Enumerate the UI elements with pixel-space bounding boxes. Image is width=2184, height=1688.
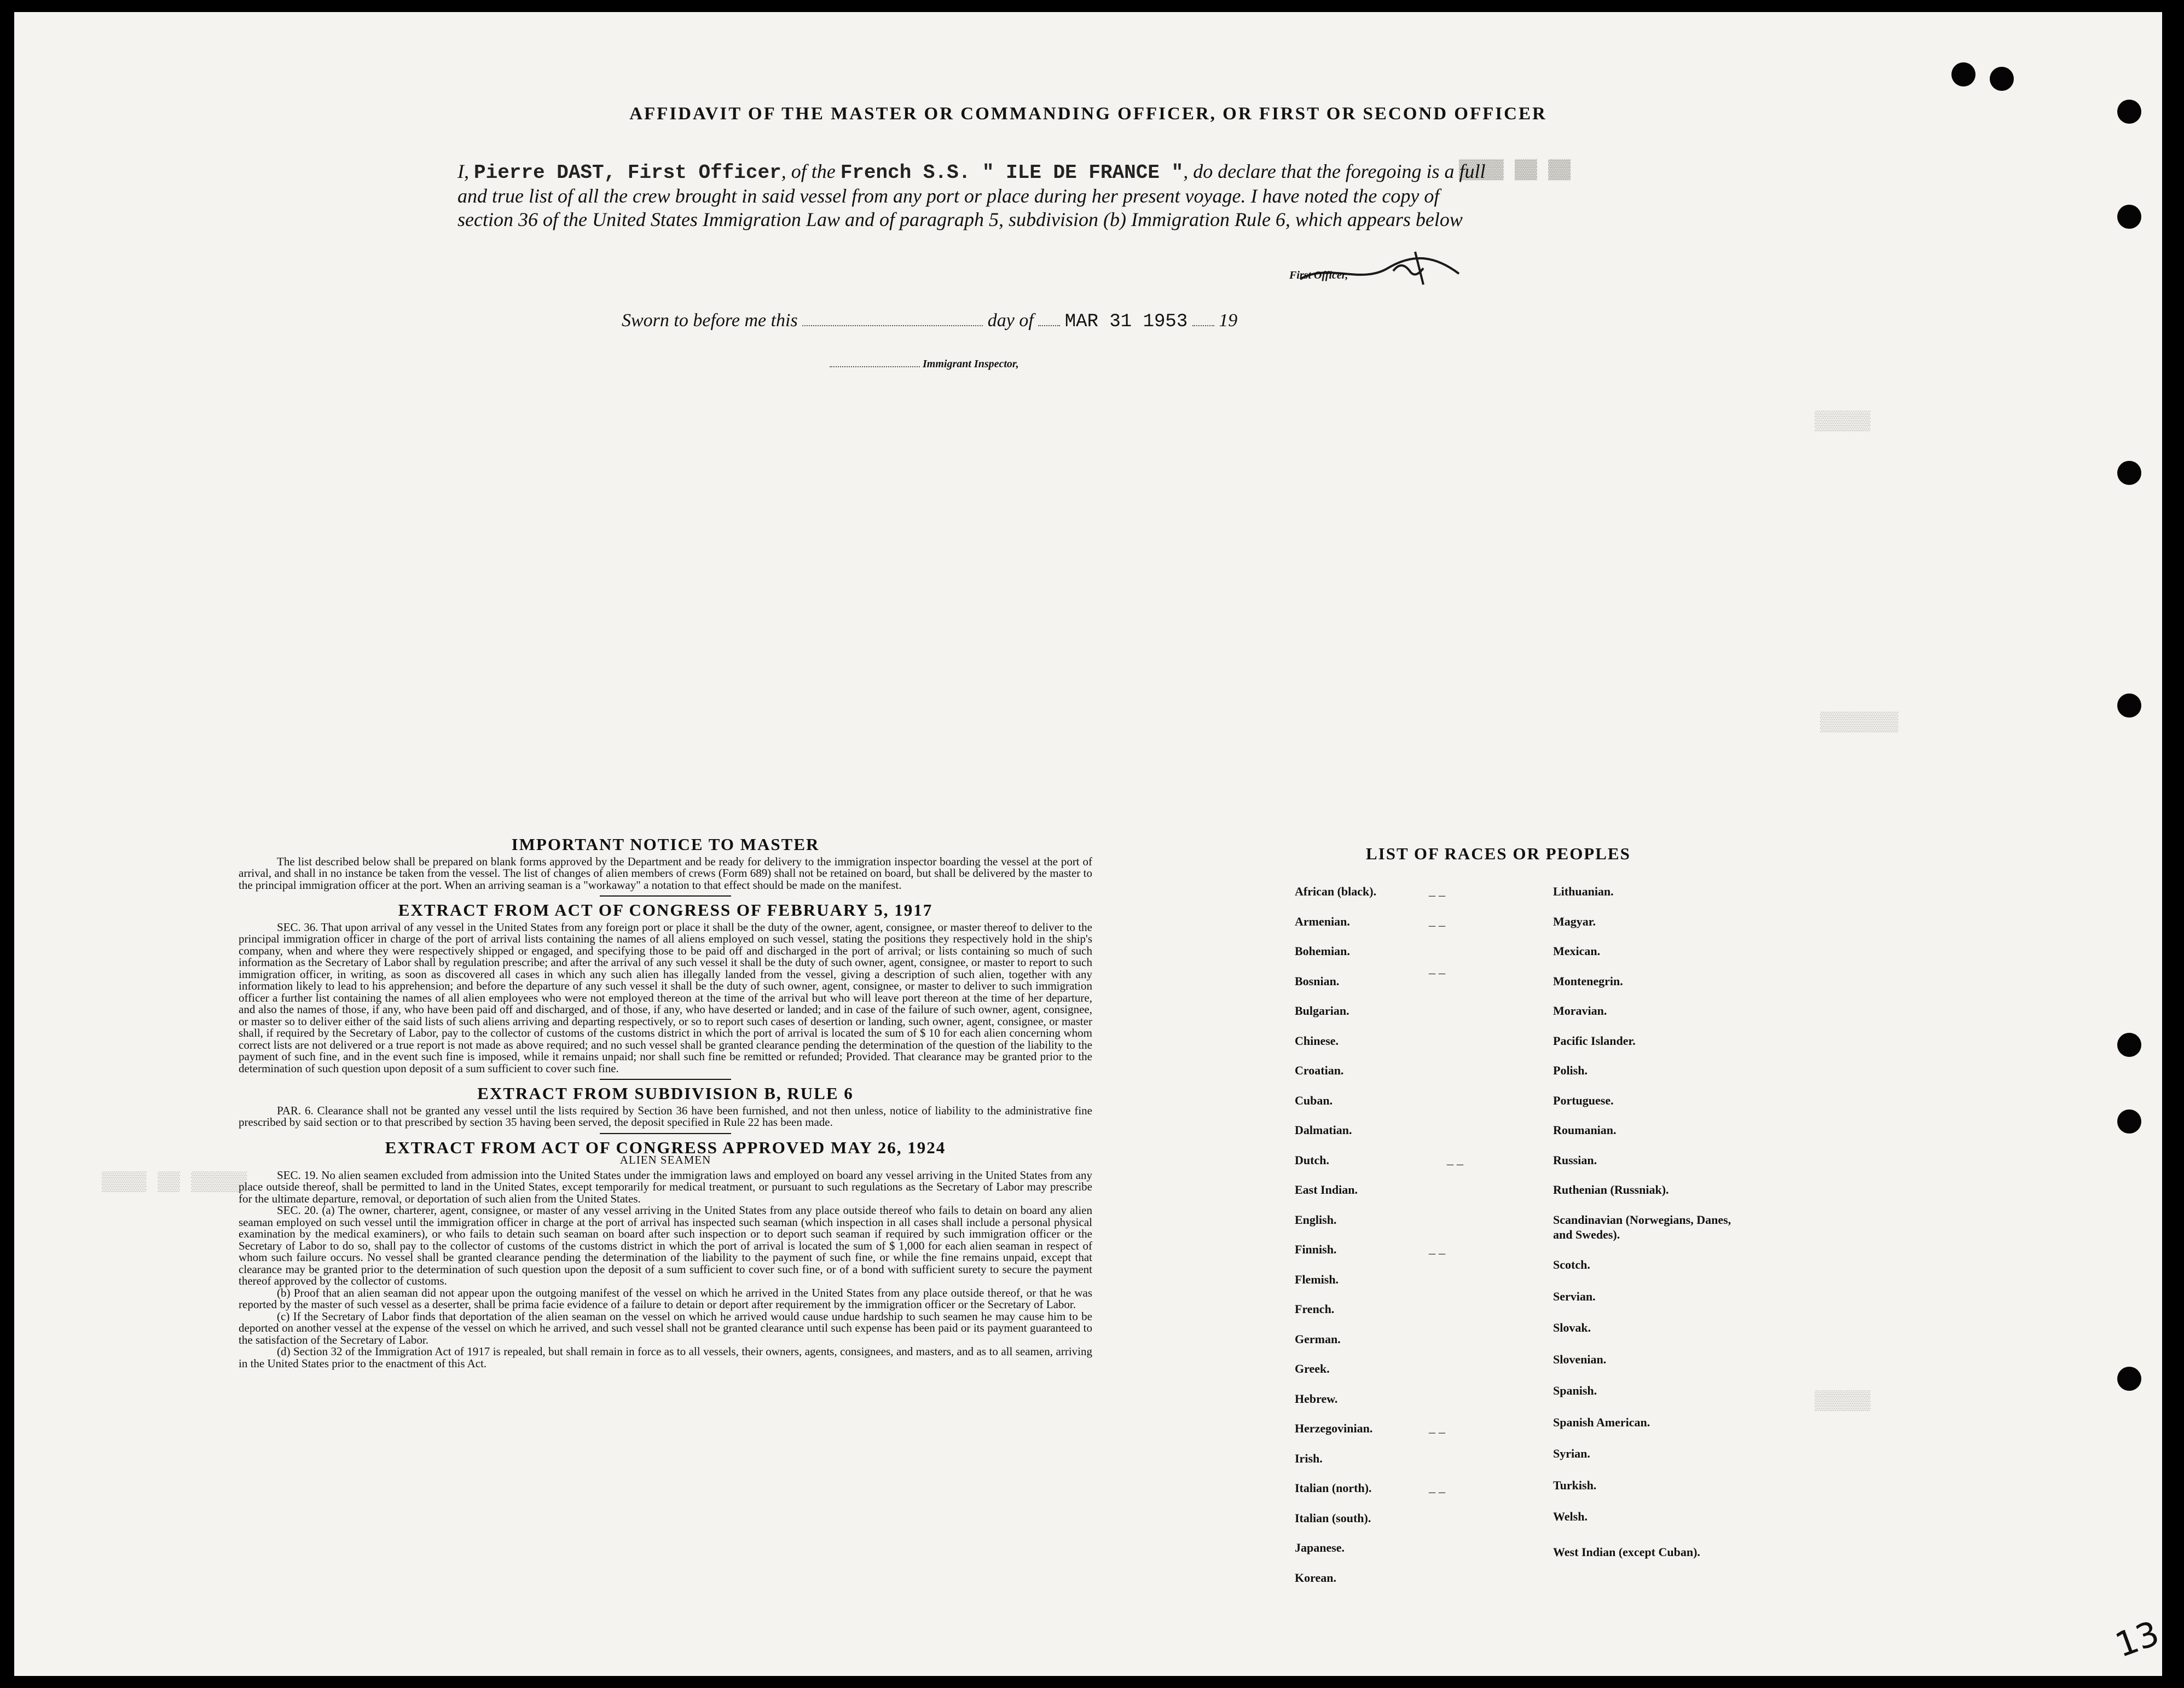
race-item: Lithuanian. — [1553, 885, 1614, 898]
punch-hole — [2117, 205, 2141, 229]
extract-1924-title: EXTRACT FROM ACT OF CONGRESS APPROVED MAY 26, 1924 — [385, 1137, 946, 1157]
inspector-line — [830, 358, 1019, 371]
race-item: Scotch. — [1553, 1258, 1590, 1271]
race-item: Scandinavian (Norwegians, Danes, and Swedes). — [1553, 1213, 1731, 1241]
race-item: Bulgarian. — [1295, 1004, 1349, 1018]
race-item: Mexican. — [1553, 944, 1601, 958]
race-item: Korean. — [1295, 1571, 1336, 1585]
vessel-name: French S.S. " ILE DE FRANCE " — [840, 161, 1184, 184]
race-item: Italian (south). — [1295, 1511, 1371, 1525]
race-item: Dutch. — [1295, 1153, 1329, 1167]
races-title: LIST OF RACES OR PEOPLES — [1366, 844, 1631, 863]
punch-hole — [1951, 62, 1976, 86]
punch-hole — [2117, 1033, 2141, 1057]
bleed-through-marks: ▒▒▒▒▒ — [1815, 1391, 1871, 1412]
punch-hole — [2117, 1367, 2141, 1391]
sec-19-paragraph: SEC. 19. No alien seamen excluded from admission into the United States under the immigration laws and employed on board any vessel arriving in the United States from any place outside thereof, shall be permitted to land in the United States, except temporarily for medical treatment, or pursuant to such regulations as the Secretary of Labor may prescribe for the ultimate departure, removal, or deportation of such alien from the United States. — [239, 1168, 1092, 1205]
race-item: Finnish. — [1295, 1242, 1337, 1256]
race-item: Armenian. — [1295, 915, 1350, 928]
inspector-blank — [830, 366, 920, 367]
notice-body: The list described below shall be prepared on blank forms approved by the Department and be ready for delivery to the immigration inspector boarding the vessel at the port of arrival, and shall in no instance be taken from the vessel. The list of changes of alien members of crews (Form 689) shall not be retained on board, but shall be delivered by the master to the principal immigration officer at the port. When an arriving seaman is a "workaway" a notation to that effect should be made on the manifest. — [239, 854, 1092, 892]
race-item: Ruthenian (Russniak). — [1553, 1183, 1669, 1196]
race-item: Herzegovinian. — [1295, 1421, 1373, 1435]
punch-hole — [2117, 461, 2141, 485]
race-item: Cuban. — [1295, 1094, 1333, 1107]
page-number: 13 — [2110, 1612, 2165, 1666]
race-item: Magyar. — [1553, 915, 1596, 928]
race-item: German. — [1295, 1332, 1341, 1346]
inspector-caption: Immigrant Inspector, — [923, 358, 1019, 370]
race-item: Italian (north). — [1295, 1481, 1372, 1495]
divider — [600, 895, 731, 897]
bleed-through-marks: ▒▒▒▒ ▒▒ ▒▒▒▒▒ — [102, 1172, 247, 1193]
race-item: Japanese. — [1295, 1541, 1345, 1554]
race-item: Croatian. — [1295, 1063, 1344, 1077]
sec-20a-paragraph: SEC. 20. (a) The owner, charterer, agent, consignee, or master of any vessel arriving in the United States from any place outside thereof who fails to detain on board any alien seaman employed on such vessel until the immigration officer in charge at the port of arrival has inspected such seaman (which inspection in all cases shall include a personal physical examination by the medical examiners), or who fails to detain such seaman on board after such inspection or to deport such seaman if required by such immigration officer or the Secretary of Labor to do so, shall pay to the collector of customs of the customs district in which the port of arrival is located the sum of $ 1,000 for each alien seaman in respect of whom such failure occurs. No vessel shall be granted clearance pending the determination of the liability to the payment of such fine, or while the fine remains unpaid, except that clearance may be granted prior to the determination of such question upon the deposit of a sum sufficient to cover such fine, or of a bond with sufficient surety to secure the payment thereof approved by the collector of customs. — [239, 1204, 1092, 1287]
notice-title: IMPORTANT NOTICE TO MASTER — [511, 835, 820, 854]
sec-20d-paragraph: (d) Section 32 of the Immigration Act of 1917 is repealed, but shall remain in force as to all vessels, their owners, agents, consignees, and masters, and as to all seamen, arriving in the United States prior to the enactment of this Act. — [239, 1345, 1092, 1370]
extract-1917-title: EXTRACT FROM ACT OF CONGRESS OF FEBRUARY 5, 1917 — [398, 900, 933, 920]
bleed-through-marks: ▒▒▒▒▒▒▒ — [1820, 713, 1898, 733]
day-blank — [802, 325, 983, 326]
race-item: Russian. — [1553, 1153, 1597, 1167]
race-item: Portuguese. — [1553, 1094, 1614, 1107]
declaration-of-the: , of the — [781, 160, 836, 182]
divider — [600, 1133, 731, 1134]
race-item: Spanish. — [1553, 1384, 1597, 1397]
legal-notice-column — [239, 835, 1092, 1370]
race-item: Welsh. — [1553, 1510, 1588, 1523]
race-item: Roumanian. — [1553, 1123, 1617, 1137]
year-prefix: 19 — [1219, 310, 1238, 331]
tally-mark: _ _ — [1447, 1153, 1463, 1167]
race-item: African (black). — [1295, 885, 1377, 898]
tally-mark: _ _ — [1429, 884, 1445, 898]
manifest-page — [14, 12, 2165, 1676]
race-item: West Indian (except Cuban). — [1553, 1545, 1700, 1559]
date-blank — [1192, 325, 1214, 326]
signature-caption: First Officer, — [1289, 269, 1348, 281]
race-item: Servian. — [1553, 1290, 1596, 1303]
race-item: Slovak. — [1553, 1321, 1591, 1334]
race-item: Hebrew. — [1295, 1392, 1338, 1406]
punch-hole — [1990, 67, 2014, 91]
date-blank — [1038, 325, 1060, 326]
extract-1917-body: SEC. 36. That upon arrival of any vessel in the United States from any foreign port or place it shall be the duty of the owner, agent, consignee, or master thereof to deliver to the principal immigration officer in charge of the port of arrival lists containing the names of all aliens employed on such vessel, stating the positions they respectively hold in the ship's company, when and where they were respectively shipped or engaged, and specifying those to be paid off and discharged in the port of arrival; or lists containing so much of such information as the Secretary of Labor shall by regulation prescribe; and after the arrival of any such vessel it shall be the duty of such owner, agent, consignee, or master to report to such immigration officer, in writing, as soon as discovered all cases in which any such alien has illegally landed from the vessel, giving a description of such alien, together with any information likely to lead to his apprehension; and before the departure of any such vessel it shall be the duty of such owner, agent, consignee, or master to deliver to such immigration officer a further list containing the names of all alien employees who were not employed thereon at the time of the arrival but who will leave port thereon at the time of her departure, and also the names of those, if any, who have been paid off and discharged, and of those, if any, who have deserted or landed; and in case of the failure of such owner, agent, consignee, or master so to deliver either of the said lists of such aliens arriving and departing respectively, or so to report such cases of desertion or landing, such owner, agent, consignee, or master shall, if required by the Secretary of Labor, pay to the collector of customs of the customs district in which the port of arrival is located the sum of $ 10 for each alien concerning whom correct lists are not delivered or a true report is not made as above required; and no such vessel shall be granted clearance pending the determination of the question of the liability to the payment of such fine, and in the event such fine is imposed, while it remains unpaid; nor shall such fine be remitted or refunded; Provided. That clearance may be granted prior to the determination of such question upon deposit of a sum sufficient to cover such fine. — [239, 920, 1092, 1075]
race-item: Pacific Islander. — [1553, 1034, 1636, 1048]
race-item: Montenegrin. — [1553, 974, 1623, 988]
race-item: Dalmatian. — [1295, 1123, 1352, 1137]
race-item: English. — [1295, 1213, 1337, 1227]
race-item: Syrian. — [1553, 1447, 1590, 1460]
declaration-text: , do declare that the foregoing is a full and true list of all the crew brought in said vessel from any port or place during her present voyage. I have noted the copy of section 36 of the United States Immigration Law and of paragraph 5, subdivision (b) Immigration Rule 6, which appears below — [457, 160, 1486, 230]
race-item: French. — [1295, 1302, 1335, 1316]
race-item: East Indian. — [1295, 1183, 1358, 1196]
officer-name: Pierre DAST, First Officer — [474, 161, 781, 184]
sworn-prefix: Sworn to before me this — [622, 310, 798, 331]
date-stamp: MAR 31 1953 — [1064, 311, 1188, 332]
affidavit-declaration — [457, 160, 1497, 232]
race-item: Spanish American. — [1553, 1415, 1650, 1429]
tally-mark: _ _ — [1429, 914, 1445, 928]
punch-hole — [2117, 693, 2141, 718]
day-of-label: day of — [987, 310, 1034, 331]
declaration-opening: I, — [457, 160, 469, 182]
tally-mark: _ _ — [1429, 1421, 1445, 1435]
divider — [600, 1079, 731, 1080]
race-item: Polish. — [1553, 1063, 1588, 1077]
punch-hole — [2117, 1109, 2141, 1134]
race-item: Bosnian. — [1295, 974, 1340, 988]
bleed-through-marks: ▓▓▓▓ ▓▓ ▓▓ — [1459, 160, 1571, 181]
sec-20c-paragraph: (c) If the Secretary of Labor finds that deportation of the alien seaman on the vessel on which he arrived would cause undue hardship to such seamen he may cause him to be deported on another vessel at the expense of the vessel on which he arrived, and such vessel shall not be granted clearance until such expense has been paid or its payment guaranteed to the satisfaction of the Secretary of Labor. — [239, 1309, 1092, 1346]
tally-mark: _ _ — [1429, 962, 1445, 976]
sec-20b-paragraph: (b) Proof that an alien seaman did not appear upon the outgoing manifest of the vessel on which he arrived in the United States from any place outside thereof, or that he was reported by the master of such vessel as a deserter, shall be prima facie evidence of a failure to detain or deport after requirement by the immigration officer or the Secretary of Labor. — [239, 1286, 1092, 1311]
race-item: Turkish. — [1553, 1478, 1597, 1492]
tally-mark: _ _ — [1429, 1481, 1445, 1495]
race-item: Irish. — [1295, 1452, 1323, 1465]
race-item: Slovenian. — [1553, 1352, 1607, 1366]
race-item: Chinese. — [1295, 1034, 1339, 1048]
race-item: Flemish. — [1295, 1273, 1339, 1286]
extract-1924-subtitle: ALIEN SEAMEN — [619, 1153, 711, 1166]
bleed-through-marks: ▒▒▒▒▒ — [1815, 412, 1871, 432]
affidavit-title: AFFIDAVIT OF THE MASTER OR COMMANDING OFFICER, OR FIRST OR SECOND OFFICER — [629, 104, 1547, 124]
race-item: Greek. — [1295, 1362, 1330, 1375]
sworn-line — [622, 310, 1388, 332]
race-item: Bohemian. — [1295, 944, 1350, 958]
race-item: Moravian. — [1553, 1004, 1607, 1018]
extract-rule6-title: EXTRACT FROM SUBDIVISION B, RULE 6 — [477, 1084, 854, 1103]
tally-mark: _ _ — [1429, 1242, 1445, 1256]
extract-rule6-body: PAR. 6. Clearance shall not be granted any vessel until the lists required by Section 36 have been furnished, and not then unless, notice of liability to the administrative fine prescribed by said section or to that prescribed by section 35 having been served, the deposit specified in Rule 22 has been made. — [239, 1103, 1092, 1129]
